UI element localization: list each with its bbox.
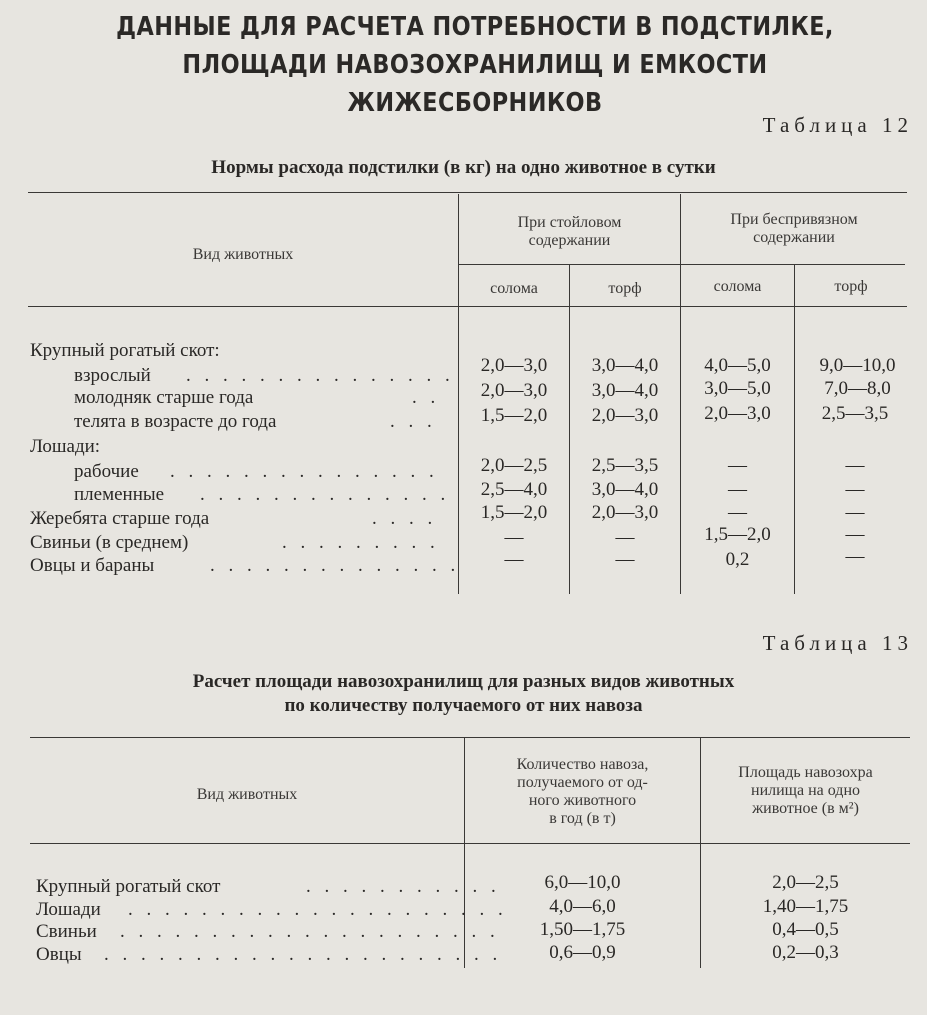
table13-number: Таблица 13 bbox=[762, 631, 913, 655]
table12-header-loose-straw: солома bbox=[713, 278, 762, 295]
table13-header-manure-line1: Количество навоза, bbox=[516, 756, 649, 773]
table12-row-label: рабочие bbox=[74, 461, 139, 482]
table12-cell: — bbox=[728, 502, 747, 523]
table13-header-manure-line2: получаемого от од- bbox=[517, 774, 648, 791]
table12-header-loose bbox=[681, 211, 907, 247]
table13-header-area-line1: Площадь навозохра bbox=[738, 764, 873, 781]
table12-row-leader-dots: . . . . . . . . . . . . . . bbox=[210, 555, 460, 576]
table13-row-label: Лошади bbox=[36, 899, 101, 920]
table12-header-stall-line2: содержании bbox=[528, 232, 611, 249]
table12-cell: — bbox=[845, 479, 865, 500]
table13-row-leader-dots: . . . . . . . . . . . . . . . . . . . . . bbox=[128, 899, 508, 920]
table13-cell: 0,2—0,3 bbox=[772, 942, 839, 963]
table12-top-rule bbox=[28, 192, 907, 193]
table13-row-label: Крупный рогатый скот bbox=[36, 876, 221, 897]
table12-cell: — bbox=[728, 479, 747, 500]
main-title bbox=[101, 8, 849, 122]
table12-row-label: племенные bbox=[74, 484, 165, 505]
table13-header-bottom-rule bbox=[30, 843, 910, 844]
table12-row-leader-dots: . . . bbox=[390, 411, 437, 432]
main-title-line2: ПЛОЩАДИ НАВОЗОХРАНИЛИЩ И ЕМКОСТИ ЖИЖЕСБОРНИКОВ bbox=[182, 50, 768, 118]
table12-cell: 1,5—2,0 bbox=[480, 405, 548, 426]
table12-row-label: молодняк старше года bbox=[74, 387, 254, 408]
table13-cell: 0,4—0,5 bbox=[772, 919, 839, 940]
table13-caption-line2: по количеству получаемого от них навоза bbox=[284, 695, 643, 716]
table12-header-loose-line2: содержании bbox=[753, 229, 835, 246]
table12-header-stall-straw: солома bbox=[490, 280, 538, 297]
table13-cell: 2,0—2,5 bbox=[772, 872, 839, 893]
table12-cell: — bbox=[504, 549, 524, 570]
table12-header-loose-line1: При беспривязном bbox=[730, 211, 858, 228]
table12-cell: 4,0—5,0 bbox=[704, 355, 771, 376]
table12-cell: — bbox=[845, 546, 865, 567]
table12-row-leader-dots: . . . . . . . . . . . . . . bbox=[200, 484, 450, 505]
table12-header-stall bbox=[459, 214, 680, 250]
table12-header-loose-peat: торф bbox=[834, 278, 868, 295]
table13-row-leader-dots: . . . . . . . . . . . . . . . . . . . . . bbox=[120, 921, 500, 942]
table13-header-animal: Вид животных bbox=[196, 786, 298, 803]
table13-header-manure-line4: в год (в т) bbox=[549, 810, 616, 827]
table12-row-label: Свиньи (в среднем) bbox=[30, 532, 189, 553]
table13-row-label: Овцы bbox=[36, 944, 82, 965]
table13-header-manure bbox=[465, 756, 700, 828]
table12-cell: 7,0—8,0 bbox=[824, 378, 891, 399]
table12-cell: — bbox=[504, 527, 524, 548]
table13-row-label: Свиньи bbox=[36, 921, 97, 942]
table12-row-leader-dots: . . . . . . . . . . . . . . . bbox=[170, 461, 439, 482]
table13-cell: 1,50—1,75 bbox=[539, 919, 626, 940]
main-title-line1: ДАННЫЕ ДЛЯ РАСЧЕТА ПОТРЕБНОСТИ В ПОДСТИЛКЕ, bbox=[116, 12, 834, 42]
table12-cell: 2,0—3,0 bbox=[591, 405, 659, 426]
table12-number: Таблица 12 bbox=[762, 113, 913, 137]
table12-cell: — bbox=[845, 524, 865, 545]
table12-cell: 3,0—4,0 bbox=[591, 479, 659, 500]
table13-row-leader-dots: . . . . . . . . . . . bbox=[306, 876, 501, 897]
table12-cell: — bbox=[615, 549, 635, 570]
table13-header-area bbox=[701, 764, 910, 818]
table12-row-leader-dots: . . . . . . . . . . . . . . . bbox=[186, 365, 455, 386]
table12-row-label: Жеребята старше года bbox=[30, 508, 210, 529]
table12-cell: — bbox=[728, 455, 747, 476]
table13-row-leader-dots: . . . . . . . . . . . . . . . . . . . . . . bbox=[104, 944, 502, 965]
table12-cell: — bbox=[845, 455, 865, 476]
table12-header-bottom-rule bbox=[28, 306, 907, 307]
table13-header-manure-line3: ного животного bbox=[528, 792, 637, 809]
table12-row-label: Лошади: bbox=[30, 436, 101, 457]
table12-cell: 2,5—3,5 bbox=[591, 455, 659, 476]
table12-row-label: взрослый bbox=[74, 365, 151, 386]
table12-cell: 2,5—3,5 bbox=[821, 403, 889, 424]
table12-cell: 2,0—2,5 bbox=[480, 455, 548, 476]
table12-row-label: Крупный рогатый скот: bbox=[30, 340, 220, 361]
table12-cell: — bbox=[615, 527, 635, 548]
table13-header-area-line3: животное (в м²) bbox=[752, 800, 859, 817]
table12-row-leader-dots: . . . . bbox=[372, 508, 437, 529]
table12-cell: 2,0—3,0 bbox=[591, 502, 659, 523]
table13-cell: 1,40—1,75 bbox=[762, 896, 849, 917]
table12-cell: 1,5—2,0 bbox=[480, 502, 548, 523]
table12-header-animal: Вид животных bbox=[192, 246, 294, 263]
table12-row-leader-dots: . . . . . . . . . bbox=[282, 532, 440, 553]
table13-cell: 4,0—6,0 bbox=[549, 896, 616, 917]
table12-header-stall-line1: При стойловом bbox=[517, 214, 622, 231]
table12-caption: Нормы расхода подстилки (в кг) на одно животное в сутки bbox=[211, 157, 716, 178]
table12-subheader-rule bbox=[459, 264, 905, 265]
table13-cell: 6,0—10,0 bbox=[544, 872, 621, 893]
table12-cell: 2,5—4,0 bbox=[480, 479, 548, 500]
table12-cell: 3,0—4,0 bbox=[591, 380, 659, 401]
table13-caption-line1: Расчет площади навозохранилищ для разных видов животных bbox=[192, 671, 735, 692]
table12-cell: 9,0—10,0 bbox=[819, 355, 896, 376]
table12-header-stall-peat: торф bbox=[608, 280, 642, 297]
table13-caption bbox=[0, 670, 927, 718]
table12-cell: 1,5—2,0 bbox=[704, 524, 771, 545]
table12-cell: 0,2 bbox=[725, 549, 750, 570]
table12-cell: 3,0—4,0 bbox=[591, 355, 659, 376]
table12-cell: 2,0—3,0 bbox=[704, 403, 771, 424]
table12-cell: 2,0—3,0 bbox=[480, 355, 548, 376]
table12-row-label: Овцы и бараны bbox=[30, 555, 155, 576]
table12-row-label: телята в возрасте до года bbox=[74, 411, 277, 432]
table13-header-area-line2: нилища на одно bbox=[751, 782, 860, 799]
table12-cell: — bbox=[845, 502, 865, 523]
table13-cell: 0,6—0,9 bbox=[549, 942, 616, 963]
table13-top-rule bbox=[30, 737, 910, 738]
table12-row-leader-dots: . . bbox=[412, 387, 440, 408]
table12-cell: 2,0—3,0 bbox=[480, 380, 548, 401]
table12-cell: 3,0—5,0 bbox=[704, 378, 771, 399]
